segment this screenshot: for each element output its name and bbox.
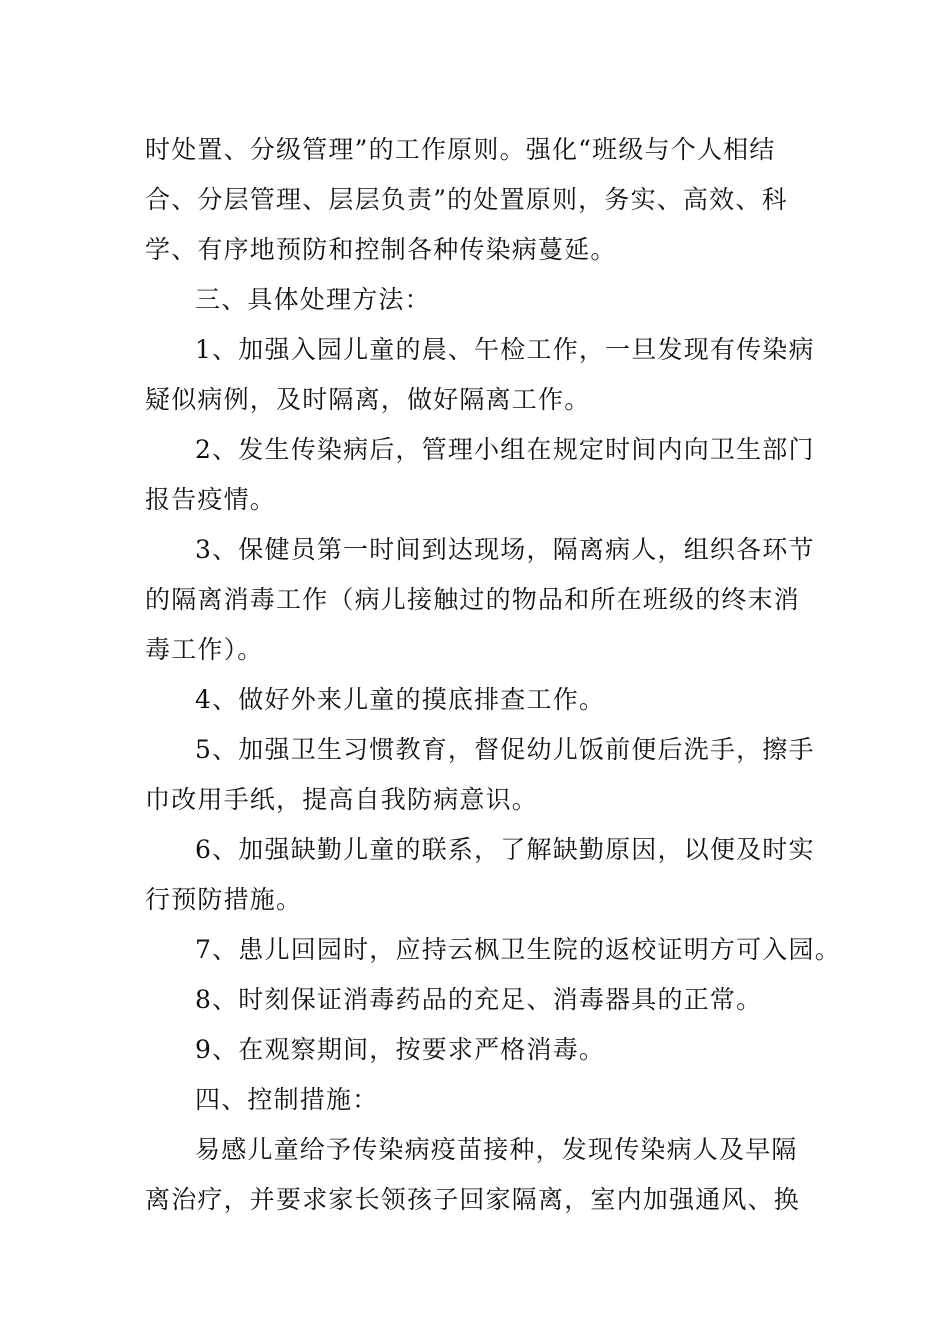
text-line: 疑似病例，及时隔离，做好隔离工作。 <box>145 385 591 414</box>
section-heading: 三、具体处理方法： <box>195 285 431 314</box>
text-line: 的隔离消毒工作（病儿接触过的物品和所在班级的终末消 <box>145 585 801 614</box>
text-line: 合、分层管理、层层负责”的处置原则，务实、高效、科 <box>145 185 788 214</box>
list-item-3: 3、保健员第一时间到达现场，隔离病人，组织各环节 <box>195 535 815 564</box>
text-line: 时处置、分级管理”的工作原则。强化“班级与个人相结 <box>145 135 776 164</box>
paragraph-start: 易感儿童给予传染病疫苗接种，发现传染病人及早隔 <box>195 1135 798 1164</box>
list-item-8: 8、时刻保证消毒药品的充足、消毒器具的正常。 <box>195 985 763 1014</box>
list-item-4: 4、做好外来儿童的摸底排查工作。 <box>195 685 606 714</box>
list-item-6: 6、加强缺勤儿童的联系，了解缺勤原因，以便及时实 <box>195 835 815 864</box>
list-item-2: 2、发生传染病后，管理小组在规定时间内向卫生部门 <box>195 435 815 464</box>
text-line: 巾改用手纸，提高自我防病意识。 <box>145 785 539 814</box>
list-item-7: 7、患儿回园时，应持云枫卫生院的返校证明方可入园。 <box>195 935 841 964</box>
text-line: 学、有序地预防和控制各种传染病蔓延。 <box>145 235 617 264</box>
text-line: 报告疫情。 <box>145 485 277 514</box>
text-line: 离治疗，并要求家长领孩子回家隔离，室内加强通风、换 <box>145 1185 801 1214</box>
list-item-9: 9、在观察期间，按要求严格消毒。 <box>195 1035 606 1064</box>
list-item-5: 5、加强卫生习惯教育，督促幼儿饭前便后洗手，擦手 <box>195 735 815 764</box>
text-line: 毒工作）。 <box>145 635 264 664</box>
list-item-1: 1、加强入园儿童的晨、午检工作，一旦发现有传染病 <box>195 335 815 364</box>
text-line: 行预防措施。 <box>145 885 303 914</box>
section-heading: 四、控制措施： <box>195 1085 379 1114</box>
